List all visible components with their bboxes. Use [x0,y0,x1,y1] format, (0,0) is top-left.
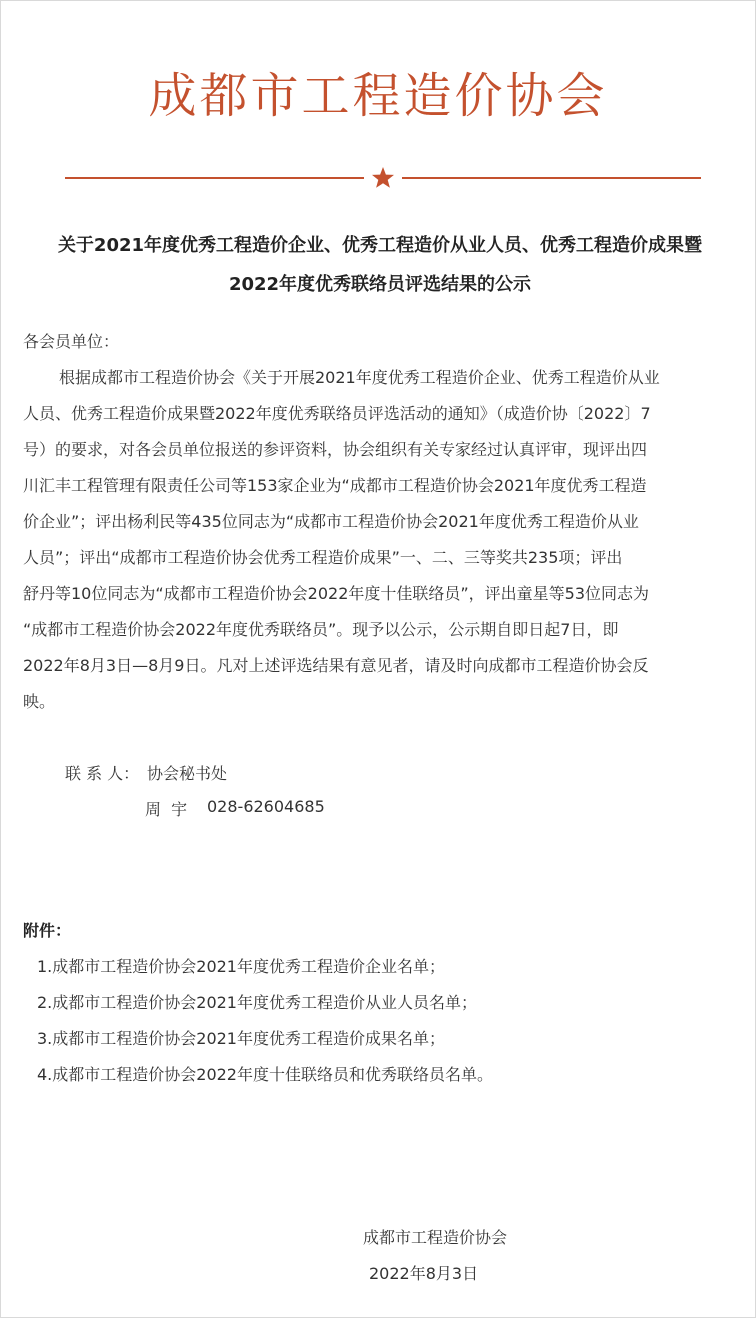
attachment-item: 3.成都市工程造价协会2021年度优秀工程造价成果名单； [37,1029,445,1048]
body-line: “成都市工程造价协会2022年度优秀联络员”。现予以公示，公示期自即日起7日，即 [23,620,619,639]
letterhead-title: 成都市工程造价协会 [148,68,608,124]
signature-org: 成都市工程造价协会 [363,1228,508,1247]
letterhead-divider [65,166,701,190]
signature-date: 2022年8月3日 [369,1264,479,1283]
notice-title-line-1: 关于2021年度优秀工程造价企业、优秀工程造价从业人员、优秀工程造价成果暨 [57,235,703,256]
body-line: 舒丹等10位同志为“成都市工程造价协会2022年度十佳联络员”，评出童星等53位同志为 [23,584,650,603]
body-line: 映。 [23,692,56,711]
body-line: 人员”；评出“成都市工程造价协会优秀工程造价成果”一、二、三等奖共235项；评出 [23,548,623,567]
body-line: 根据成都市工程造价协会《关于开展2021年度优秀工程造价企业、优秀工程造价从业 [59,368,660,387]
body-line: 人员、优秀工程造价成果暨2022年度优秀联络员评选活动的通知》（成造价协〔2022〕7 [23,404,651,423]
attachment-item: 2.成都市工程造价协会2021年度优秀工程造价从业人员名单； [37,993,477,1012]
body-line: 2022年8月3日—8月9日。凡对上述评选结果有意见者，请及时向成都市工程造价协会反 [23,656,649,675]
body-line: 价企业”；评出杨利民等435位同志为“成都市工程造价协会2021年度优秀工程造价从业 [23,512,639,531]
attachment-item: 4.成都市工程造价协会2022年度十佳联络员和优秀联络员名单。 [37,1065,493,1084]
contact-department: 协会秘书处 [147,764,228,783]
star-icon [371,166,395,190]
divider-line-left [65,177,364,179]
body-line: 川汇丰工程管理有限责任公司等153家企业为“成都市工程造价协会2021年度优秀工程造 [23,476,647,495]
salutation: 各会员单位： [23,332,120,351]
body-line: 号）的要求，对各会员单位报送的参评资料，协会组织有关专家经过认真评审，现评出四 [23,440,648,459]
attachments-heading: 附件： [23,921,72,940]
notice-title-line-2: 2022年度优秀联络员评选结果的公示 [228,274,532,295]
divider-line-right [402,177,701,179]
contact-label: 联 系 人： [65,764,140,783]
contact-person: 周 宇 [145,800,188,819]
attachment-item: 1.成都市工程造价协会2021年度优秀工程造价企业名单； [37,957,445,976]
contact-phone: 028-62604685 [207,797,325,816]
